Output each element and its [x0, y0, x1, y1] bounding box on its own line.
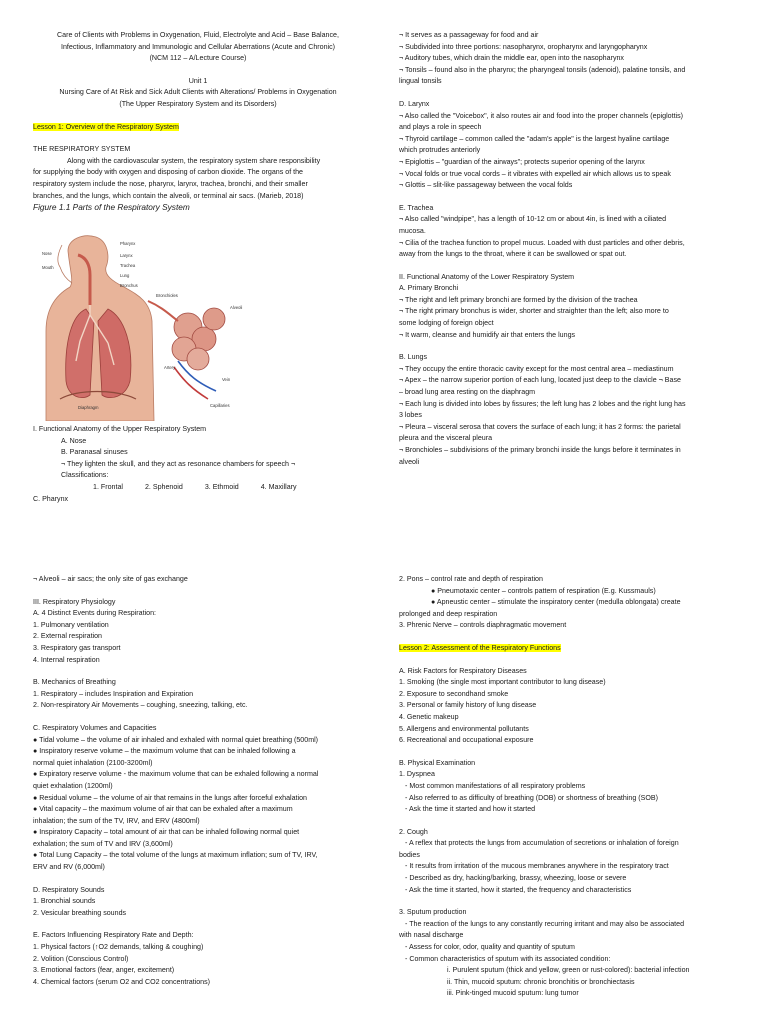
label-capillaries: Capillaries — [210, 403, 230, 408]
volume-line-10: exhalation; the sum of TV and IRV (3,600ml) — [33, 839, 173, 848]
pons-line: 2. Pons – control rate and depth of respiration — [399, 575, 543, 583]
sinus-heading: B. Paranasal sinuses — [61, 448, 128, 457]
page-2 — [0, 512, 768, 1024]
pharynx-line-2: ¬ Subdivided into three portions: nasopharynx, oropharynx and laryngopharynx — [399, 42, 648, 51]
sound-2: 2. Vesicular breathing sounds — [33, 908, 127, 917]
mechanics-1: 1. Respiratory – includes Inspiration and Expiration — [33, 689, 194, 698]
upper-anatomy-title: I. Functional Anatomy of the Upper Respiratory System — [33, 425, 207, 433]
sputum-type-3: iii. Pink-tinged mucoid sputum: lung tumor — [447, 989, 579, 998]
figure-caption: Figure 1.1 Parts of the Respiratory System — [33, 202, 190, 213]
label-artery: Artery — [164, 365, 176, 370]
respiratory-para-line-1: Along with the cardiovascular system, the respiratory system share responsibility — [67, 156, 321, 165]
physiology-title: III. Respiratory Physiology — [33, 597, 116, 606]
pharynx-line-4: ¬ Tonsils – found also in the pharynx; the pharyngeal tonsils (adenoid), palatine tonsils, and — [399, 65, 686, 74]
risk-6: 6. Recreational and occupational exposure — [399, 736, 534, 745]
course-header-line-1: Care of Clients with Problems in Oxygenation, Fluid, Electrolyte and Acid – Base Balance, — [57, 31, 339, 39]
page2-right-column — [399, 574, 737, 1000]
sinus-list — [33, 482, 363, 494]
event-1: 1. Pulmonary ventilation — [33, 620, 109, 629]
trachea-line-3: ¬ Cilia of the trachea function to propel mucus. Loaded with dust particles and other debris, — [399, 238, 685, 247]
trachea-line-4: away from the lungs to the throat, where it can be swallowed or spat out. — [399, 250, 627, 259]
pe-heading: B. Physical Examination — [399, 758, 476, 767]
larynx-line-5: ¬ Epiglottis – "guardian of the airways"; protects superior opening of the larynx — [399, 157, 645, 166]
bronchi-line-3: some lodging of foreign object — [399, 319, 494, 328]
larynx-line-6: ¬ Vocal folds or true vocal cords – it vibrates with expelled air which allows us to speak — [399, 169, 671, 178]
event-3: 3. Respiratory gas transport — [33, 643, 121, 652]
respiratory-para-line-2: for supplying the body with oxygen and disposing of carbon dioxide. The organs of the — [33, 168, 304, 177]
course-header-line-3: (NCM 112 – A/Lecture Course) — [149, 54, 247, 63]
event-2: 2. External respiration — [33, 632, 103, 641]
sputum-type-1: i. Purulent sputum (thick and yellow, green or rust-colored): bacterial infection — [447, 966, 690, 975]
label-larynx: Larynx — [120, 253, 133, 258]
course-header-line-2: Infectious, Inflammatory and Immunologic and Cellular Aberrations (Acute and Chronic) — [60, 42, 336, 51]
bronchi-line-4: ¬ It warm, cleanse and humidify air that enters the lungs — [399, 330, 576, 339]
sinus-note: ¬ They lighten the skull, and they act as resonance chambers for speech ¬ — [61, 459, 296, 468]
pharynx-line-5: lingual tonsils — [399, 77, 442, 86]
lesson-1-heading: Lesson 1: Overview of the Respiratory System — [33, 122, 179, 131]
label-bronchioles: Bronchioles — [156, 293, 178, 298]
lower-anatomy-title: II. Functional Anatomy of the Lower Respiratory System — [399, 272, 575, 281]
alveoli-line: ¬ Alveoli – air sacs; the only site of gas exchange — [33, 575, 188, 583]
apneustic-line-2: prolonged and deep respiration — [399, 609, 498, 618]
larynx-line-3: ¬ Thyroid cartilage – common called the "adam's apple" is the largest hyaline cartilage — [399, 134, 670, 143]
classifications-label: Classifications: — [61, 471, 109, 480]
sinus-sphenoid: 2. Sphenoid — [144, 482, 183, 491]
nose-heading: A. Nose — [61, 436, 87, 445]
bronchi-line-2: ¬ The right primary bronchus is wider, shorter and straighter than the left; also more to — [399, 307, 669, 316]
label-bronchus: Bronchus — [120, 283, 138, 288]
dyspnea-line-1: - Most common manifestations of all respiratory problems — [405, 781, 586, 790]
sputum-line-2: with nasal discharge — [399, 931, 464, 940]
label-alveoli: Alveoli — [230, 305, 243, 310]
larynx-line-2: and plays a role in speech — [399, 123, 482, 132]
trachea-heading: E. Trachea — [399, 203, 434, 212]
label-nose: Nose — [42, 251, 52, 256]
phrenic-line: 3. Phrenic Nerve – controls diaphragmatic movement — [399, 621, 567, 630]
volume-line-5: quiet exhalation (1200ml) — [33, 781, 113, 790]
volume-line-12: ERV and RV (6,000ml) — [33, 863, 105, 872]
pharynx-line-1: ¬ It serves as a passageway for food and air — [399, 31, 539, 39]
cough-line-2: bodies — [399, 850, 420, 859]
volume-line-1: ● Tidal volume – the volume of air inhaled and exhaled with normal quiet breathing (500ml) — [33, 735, 319, 744]
label-trachea: Trachea — [120, 263, 136, 268]
cough-line-4: - Described as dry, hacking/barking, brassy, wheezing, loose or severe — [405, 874, 627, 883]
unit-subtitle: (The Upper Respiratory System and its Disorders) — [119, 99, 277, 108]
risk-2: 2. Exposure to secondhand smoke — [399, 689, 509, 698]
page1-left-column — [33, 30, 363, 214]
risk-heading: A. Risk Factors for Respiratory Diseases — [399, 666, 527, 675]
volume-line-4: ● Expiratory reserve volume - the maximum volume that can be exhaled following a normal — [33, 770, 319, 779]
bronchi-heading: A. Primary Bronchi — [399, 284, 459, 293]
sputum-heading: 3. Sputum production — [399, 908, 467, 917]
risk-3: 3. Personal or family history of lung disease — [399, 701, 537, 710]
cough-line-3: - It results from irritation of the mucous membranes anywhere in the respiratory tract — [405, 862, 669, 871]
sinus-maxillary: 4. Maxillary — [260, 482, 297, 491]
sinus-frontal: 1. Frontal — [93, 482, 123, 491]
label-lung: Lung — [120, 273, 130, 278]
dyspnea-line-2: - Also referred to as difficulty of breathing (DOB) or shortness of breathing (SOB) — [405, 793, 658, 802]
label-diaphragm: Diaphragm — [78, 405, 99, 410]
events-heading: A. 4 Distinct Events during Respiration: — [33, 609, 157, 618]
dyspnea-line-3: - Ask the time it started and how it started — [405, 805, 536, 814]
factor-3: 3. Emotional factors (fear, anger, excitement) — [33, 966, 175, 975]
volumes-heading: C. Respiratory Volumes and Capacities — [33, 723, 157, 732]
respiratory-para-line-4: branches, and the lungs, which contain the alveoli, or terminal air sacs. (Marieb, 2018) — [33, 191, 304, 200]
sound-1: 1. Bronchial sounds — [33, 897, 96, 906]
lungs-line-7: pleura and the visceral pleura — [399, 434, 493, 443]
respiratory-system-title: THE RESPIRATORY SYSTEM — [33, 145, 131, 154]
apneustic-line: ● Apneustic center – stimulate the inspiratory center (medulla oblongata) create — [431, 598, 681, 607]
dyspnea-heading: 1. Dyspnea — [399, 770, 435, 779]
unit-number: Unit 1 — [188, 76, 208, 85]
lungs-line-4: ¬ Each lung is divided into lobes by fissures; the left lung has 2 lobes and the right lung has — [399, 399, 686, 408]
lungs-heading: B. Lungs — [399, 353, 428, 362]
trachea-line-1: ¬ Also called "windpipe", has a length of 10-12 cm or about 4in, is lined with a ciliated — [399, 215, 667, 224]
risk-1: 1. Smoking (the single most important contributor to lung disease) — [399, 678, 606, 687]
volume-line-3: normal quiet inhalation (2100-3200ml) — [33, 758, 153, 767]
pharynx-line-3: ¬ Auditory tubes, which drain the middle ear, open into the nasopharynx — [399, 54, 624, 63]
larynx-line-1: ¬ Also called the "Voicebox", it also routes air and food into the proper channels (epiglottis) — [399, 111, 684, 120]
pharynx-heading: C. Pharynx — [33, 494, 69, 503]
mechanics-2: 2. Non-respiratory Air Movements – coughing, sneezing, talking, etc. — [33, 701, 248, 710]
bronchi-line-1: ¬ The right and left primary bronchi are formed by the division of the trachea — [399, 295, 638, 304]
lungs-line-6: ¬ Pleura – visceral serosa that covers the surface of each lung; it has 2 forms: the parietal — [399, 422, 681, 431]
mechanics-heading: B. Mechanics of Breathing — [33, 678, 116, 687]
pneumotaxic-line: ● Pneumotaxic center – controls pattern of respiration (E.g. Kussmauls) — [431, 586, 656, 595]
lungs-line-5: 3 lobes — [399, 411, 422, 420]
sputum-line-3: - Assess for color, odor, quality and quantity of sputum — [405, 943, 575, 952]
trachea-line-2: mucosa. — [399, 226, 426, 235]
volume-line-2: ● Inspiratory reserve volume – the maximum volume that can be inhaled following a — [33, 747, 296, 756]
volume-line-8: inhalation; the sum of the TV, IRV, and ERV (4800ml) — [33, 816, 200, 825]
lungs-line-8: ¬ Bronchioles – subdivisions of the primary bronchi inside the lungs before it terminates in — [399, 446, 681, 454]
volume-line-7: ● Vital capacity – the maximum volume of air that can be exhaled after a maximum — [33, 805, 293, 814]
sounds-heading: D. Respiratory Sounds — [33, 885, 105, 894]
event-4: 4. Internal respiration — [33, 655, 100, 664]
factor-1: 1. Physical factors (↑O2 demands, talking & coughing) — [33, 943, 204, 952]
label-pharynx: Pharynx — [120, 241, 136, 246]
volume-line-11: ● Total Lung Capacity – the total volume of the lungs at maximum inflation; sum of TV, IRV, — [33, 851, 318, 860]
factors-heading: E. Factors Influencing Respiratory Rate and Depth: — [33, 931, 194, 940]
label-mouth: Mouth — [42, 265, 54, 270]
larynx-heading: D. Larynx — [399, 99, 430, 108]
volume-line-6: ● Residual volume – the volume of air that remains in the lungs after forceful exhalation — [33, 793, 307, 802]
cough-line-1: - A reflex that protects the lungs from accumulation of secretions or inhalation of foreign — [405, 839, 679, 848]
risk-4: 4. Genetic makeup — [399, 712, 459, 721]
risk-5: 5. Allergens and environmental pollutants — [399, 724, 529, 733]
page1-right-column — [399, 30, 737, 468]
lesson-2-heading: Lesson 2: Assessment of the Respiratory Functions — [399, 643, 561, 652]
label-vein: Vein — [222, 377, 231, 382]
factor-2: 2. Volition (Conscious Control) — [33, 954, 129, 963]
lungs-line-1: ¬ They occupy the entire thoracic cavity except for the most central area – mediastinum — [399, 364, 674, 373]
larynx-line-7: ¬ Glottis – slit-like passageway between the vocal folds — [399, 181, 573, 190]
sputum-line-1: - The reaction of the lungs to any constantly recurring irritant and may also be associated — [405, 919, 685, 928]
cough-heading: 2. Cough — [399, 827, 428, 836]
unit-title: Nursing Care of At Risk and Sick Adult Clients with Alterations/ Problems in Oxygenation — [59, 88, 337, 97]
sputum-line-4: - Common characteristics of sputum with its associated condition: — [405, 954, 611, 963]
cough-line-5: - Ask the time it started, how it started, the frequency and characteristics — [405, 885, 632, 894]
factor-4: 4. Chemical factors (serum O2 and CO2 concentrations) — [33, 977, 211, 986]
sinus-ethmoid: 3. Ethmoid — [204, 482, 239, 491]
respiratory-system-illustration — [38, 231, 254, 421]
sputum-type-2: ii. Thin, mucoid sputum: chronic bronchitis or bronchiectasis — [447, 977, 635, 986]
larynx-line-4: which protrudes anteriorly — [399, 146, 481, 155]
lungs-line-9: alveoli — [399, 457, 420, 466]
lungs-line-3: – broad lung area resting on the diaphragm — [399, 388, 536, 397]
volume-line-9: ● Inspiratory Capacity – total amount of air that can be inhaled following normal quiet — [33, 828, 300, 837]
respiratory-para-line-3: respiratory system include the nose, pharynx, larynx, trachea, bronchi, and their smaller — [33, 179, 308, 188]
page2-left-column — [33, 574, 363, 988]
lungs-line-2: ¬ Apex – the narrow superior portion of each lung, located just deep to the clavicle ¬ Base — [399, 376, 681, 385]
page1-left-lower — [33, 424, 363, 505]
